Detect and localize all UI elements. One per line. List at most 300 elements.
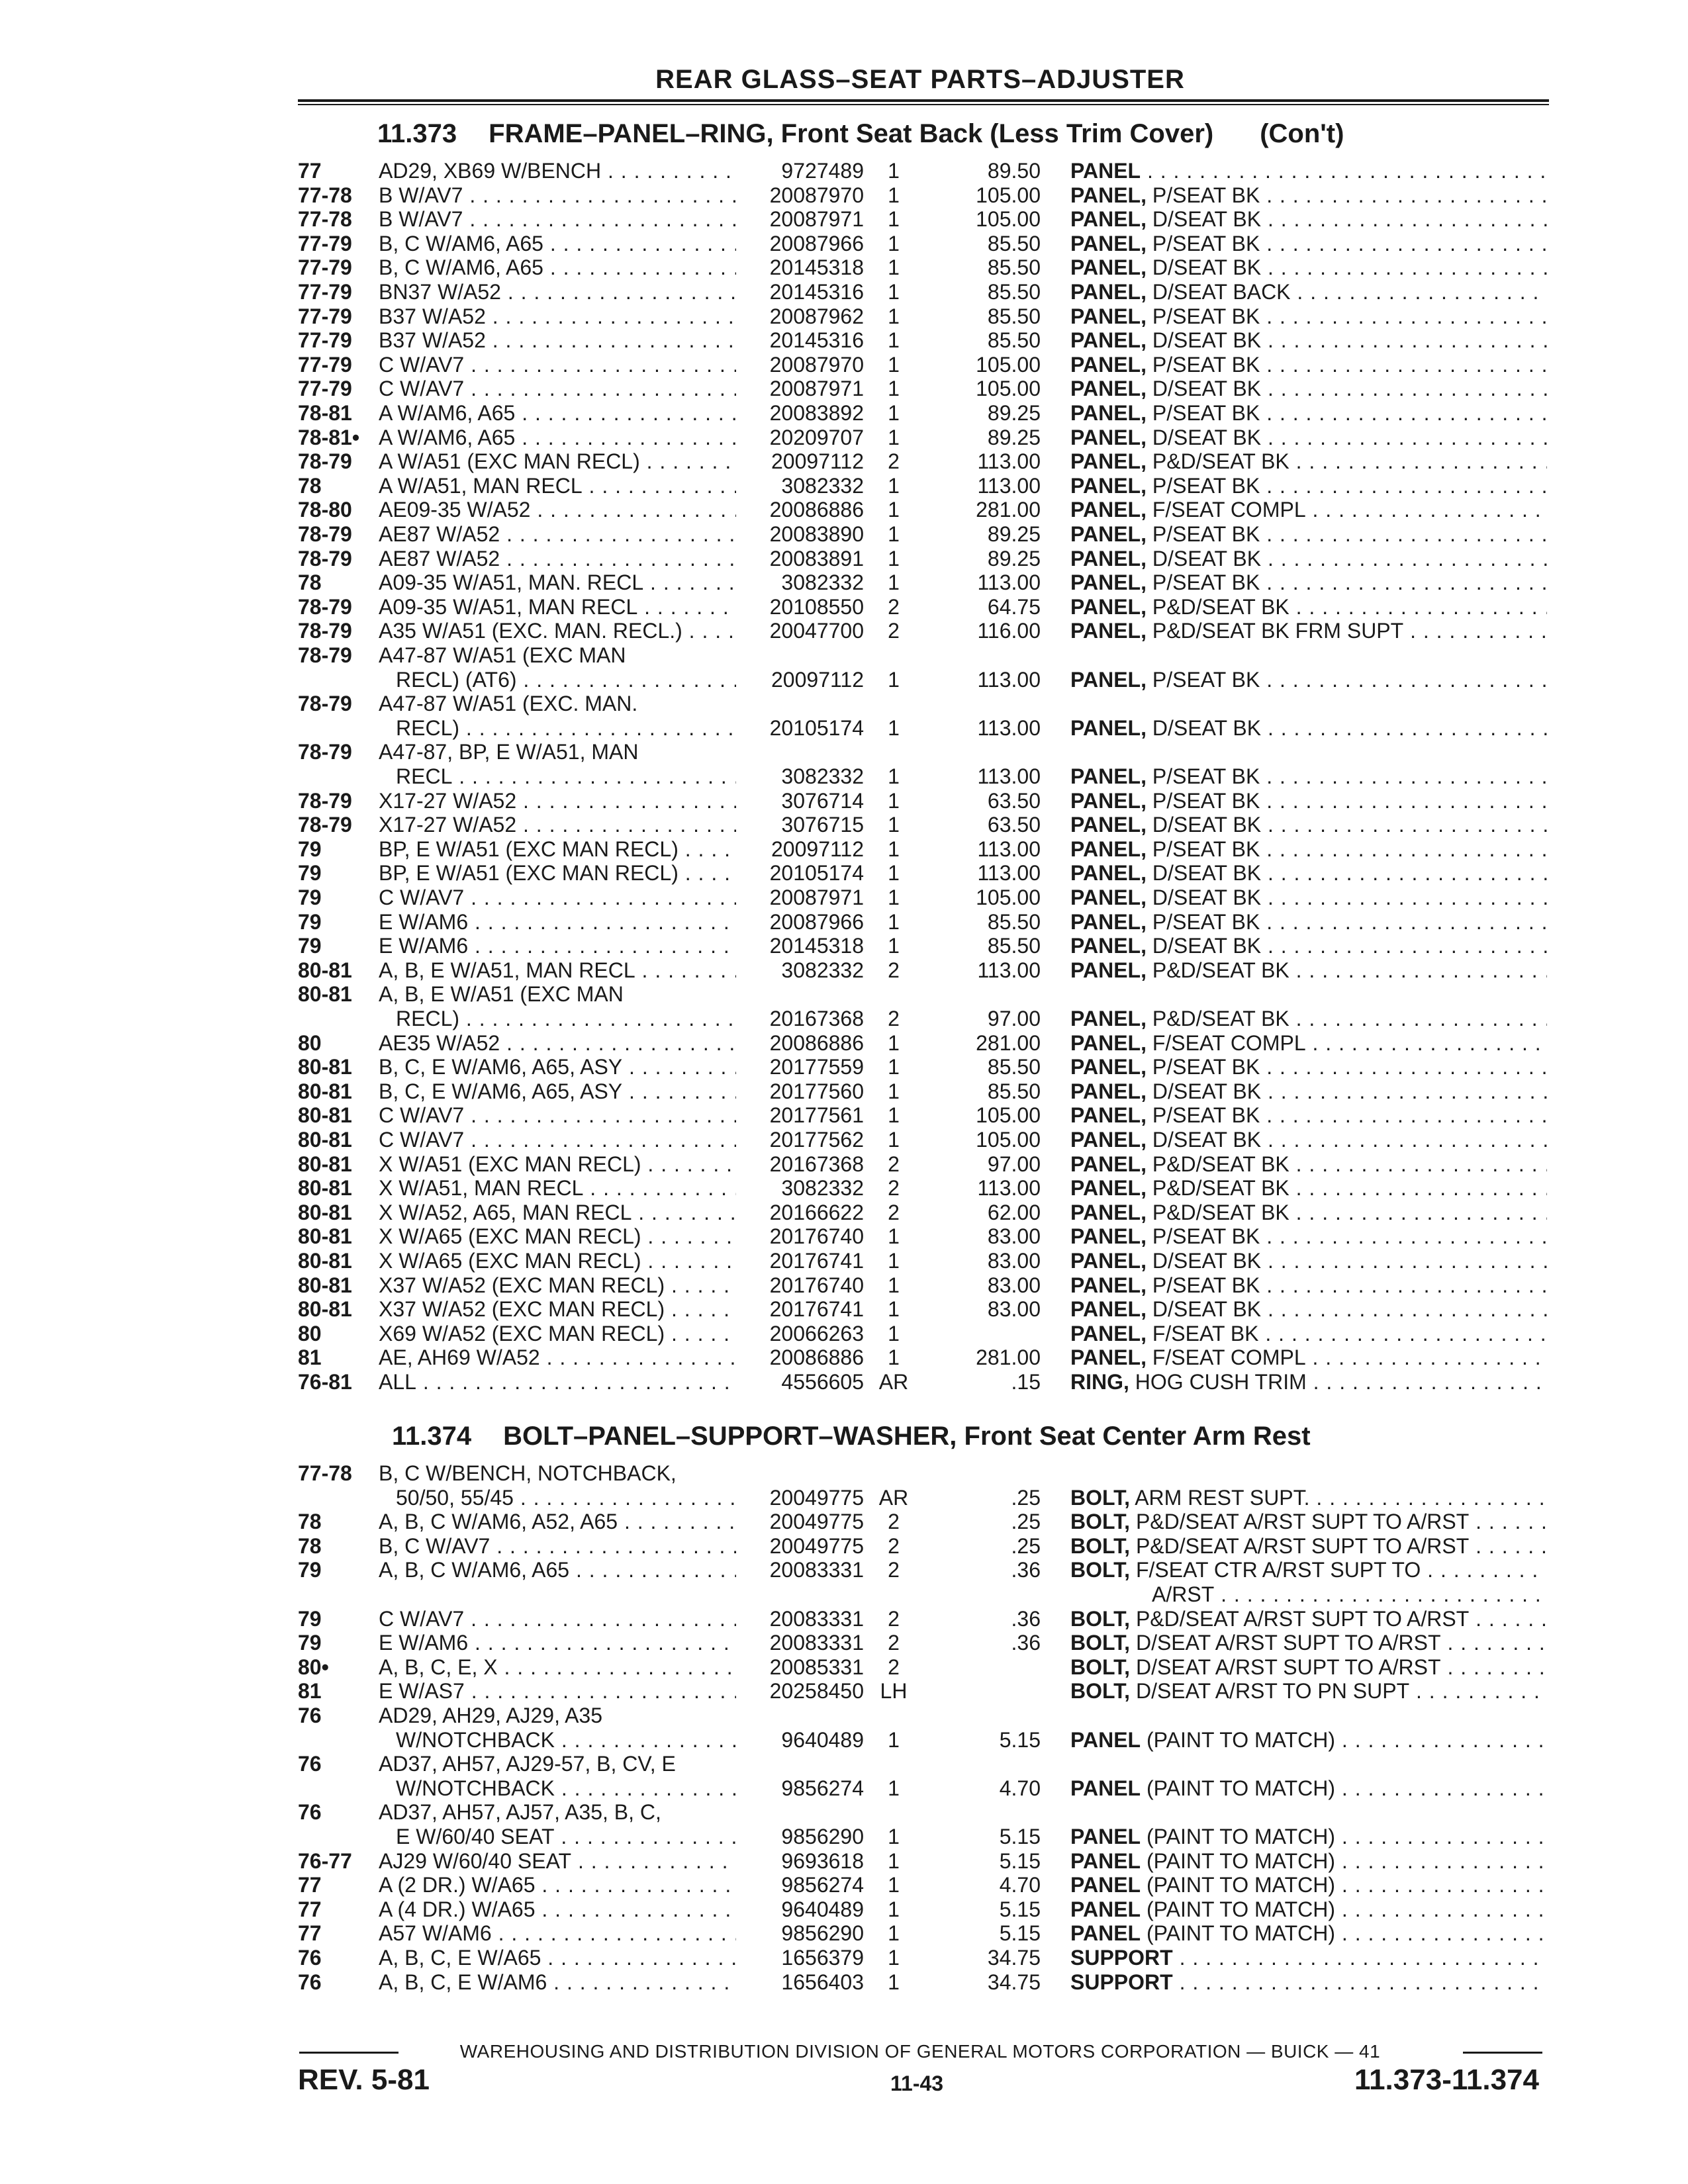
list-price: 85.50 xyxy=(987,328,1041,353)
part-number: 20087971 xyxy=(769,207,864,232)
table-row xyxy=(0,740,1688,764)
list-price: 113.00 xyxy=(977,958,1041,982)
year-range: 79 xyxy=(298,934,322,958)
part-name: PANEL, xyxy=(1070,1007,1147,1030)
part-description xyxy=(1070,353,1547,377)
year-range: 77-79 xyxy=(298,328,352,353)
part-number: 20049775 xyxy=(769,1510,864,1534)
model-application: A47-87, BP, E W/A51, MAN xyxy=(379,740,639,764)
table-row xyxy=(0,474,1688,498)
year-range: 77-79 xyxy=(298,255,352,280)
quantity: 1 xyxy=(888,764,900,788)
list-price: 281.00 xyxy=(976,1030,1041,1055)
part-detail: P&D/SEAT BK FRM SUPT xyxy=(1146,619,1404,643)
model-application: AD29, XB69 W/BENCH . . . xyxy=(379,159,736,183)
list-price: 89.25 xyxy=(987,546,1041,570)
table-row xyxy=(0,1970,1688,1995)
part-name: PANEL, xyxy=(1070,1321,1147,1345)
part-number: 20086886 xyxy=(769,498,864,522)
model-application: C W/AV7 . . . xyxy=(379,1128,736,1152)
list-price: 5.15 xyxy=(999,1825,1041,1848)
part-name: PANEL, xyxy=(1070,1103,1147,1128)
model-application: X17-27 W/A52 . . . xyxy=(379,789,736,813)
model-application: A (2 DR.) W/A65 . . . xyxy=(379,1873,736,1897)
part-name: PANEL, xyxy=(1070,1030,1147,1055)
part-detail: D/SEAT BK xyxy=(1146,425,1262,449)
part-detail: D/SEAT BK xyxy=(1146,861,1262,886)
part-detail: P/SEAT BK xyxy=(1146,1103,1260,1128)
part-name: PANEL, xyxy=(1070,255,1147,280)
part-name: PANEL, xyxy=(1070,328,1147,353)
list-price: 113.00 xyxy=(977,837,1041,861)
year-range: 80-81 xyxy=(298,982,352,1007)
part-number: 20097112 xyxy=(771,449,864,474)
quantity: 2 xyxy=(888,449,900,474)
year-range: 80-81 xyxy=(298,1273,352,1297)
part-detail: F/SEAT COMPL xyxy=(1146,1030,1306,1055)
quantity: 1 xyxy=(888,1055,900,1079)
part-detail: D/SEAT BK xyxy=(1146,1297,1262,1322)
part-name: RING, xyxy=(1070,1370,1129,1394)
quantity: 2 xyxy=(888,1533,900,1558)
part-name: PANEL, xyxy=(1070,788,1147,813)
year-range: 76-77 xyxy=(298,1848,352,1873)
list-price: 105.00 xyxy=(976,183,1041,207)
year-range: 78-79 xyxy=(298,692,352,716)
table-row xyxy=(0,668,1688,692)
model-application: W/NOTCHBACK . . . xyxy=(396,1776,736,1801)
quantity: 2 xyxy=(888,594,900,619)
table-row xyxy=(0,1007,1688,1031)
year-range: 77-78 xyxy=(298,207,352,232)
part-description xyxy=(1070,449,1547,474)
list-price: 105.00 xyxy=(976,1128,1041,1152)
part-description xyxy=(1070,1370,1547,1394)
model-application: B, C W/AV7 . . . xyxy=(379,1534,736,1559)
part-description xyxy=(1070,1345,1547,1370)
part-name: PANEL, xyxy=(1070,764,1147,788)
model-application: X69 W/A52 (EXC MAN RECL) . . . xyxy=(379,1322,736,1346)
year-range: 80-81 xyxy=(298,1128,352,1152)
quantity: 1 xyxy=(888,328,900,353)
list-price: 105.00 xyxy=(976,886,1041,909)
table-row xyxy=(0,1224,1688,1249)
year-range: 80-81 xyxy=(298,958,352,982)
year-range: 77-79 xyxy=(298,231,352,255)
part-name: PANEL xyxy=(1070,1873,1141,1897)
quantity: 1 xyxy=(888,1103,900,1128)
list-price: .25 xyxy=(1011,1533,1041,1558)
quantity: 1 xyxy=(888,1345,900,1370)
part-detail: P/SEAT BK xyxy=(1146,764,1260,788)
quantity: 1 xyxy=(888,401,900,425)
part-description xyxy=(1070,1273,1547,1298)
part-name: PANEL, xyxy=(1070,280,1147,304)
year-range: 80-81 xyxy=(298,1079,352,1103)
part-detail: D/SEAT BK xyxy=(1146,1079,1262,1103)
part-detail: P/SEAT BK xyxy=(1146,909,1260,934)
part-detail: (PAINT TO MATCH) xyxy=(1141,1873,1336,1897)
part-detail: D/SEAT A/RST SUPT TO A/RST xyxy=(1130,1631,1441,1655)
year-range: 79 xyxy=(298,861,322,886)
table-row xyxy=(0,1752,1688,1776)
part-name: PANEL, xyxy=(1070,1055,1147,1079)
part-detail: P&D/SEAT BK xyxy=(1146,1152,1289,1176)
model-application: A W/A51, MAN RECL . . . xyxy=(379,474,736,498)
part-detail: P&D/SEAT BK xyxy=(1146,1200,1289,1224)
year-range: 79 xyxy=(298,1558,322,1582)
quantity: 1 xyxy=(888,788,900,813)
part-description xyxy=(1070,159,1547,183)
part-detail: D/SEAT BK xyxy=(1146,886,1262,909)
part-number: 20105174 xyxy=(769,861,864,886)
part-number: 20086886 xyxy=(769,1030,864,1055)
model-application: A35 W/A51 (EXC. MAN. RECL.) . . . xyxy=(379,619,736,643)
part-number: 9856290 xyxy=(781,1825,864,1848)
table-row xyxy=(0,982,1688,1007)
table-row xyxy=(0,401,1688,426)
year-range: 77-79 xyxy=(298,352,352,377)
model-application: RECL . . . xyxy=(396,764,736,789)
part-description xyxy=(1070,1655,1547,1680)
part-name: PANEL xyxy=(1070,1848,1141,1873)
header-rule xyxy=(298,99,1549,105)
part-detail: P&D/SEAT BK xyxy=(1146,594,1289,619)
part-description xyxy=(1070,861,1547,886)
part-detail: P/SEAT BK xyxy=(1146,401,1260,425)
section-continued: (Con't) xyxy=(1260,119,1344,148)
list-price: 5.15 xyxy=(999,1848,1041,1873)
list-price: .25 xyxy=(1011,1485,1041,1510)
year-range: 77 xyxy=(298,1873,322,1897)
quantity: 1 xyxy=(888,546,900,570)
part-detail: D/SEAT BK xyxy=(1146,813,1262,837)
part-detail: P/SEAT BK xyxy=(1146,788,1260,813)
part-number: 20097112 xyxy=(771,837,864,861)
list-price: .15 xyxy=(1011,1370,1041,1394)
model-application: E W/AM6 . . . xyxy=(379,934,736,958)
model-application: X W/A51, MAN RECL . . . xyxy=(379,1176,736,1201)
part-number: 3082332 xyxy=(781,764,864,788)
part-description xyxy=(1070,619,1547,643)
model-application: A47-87 W/A51 (EXC MAN xyxy=(379,643,626,667)
part-description xyxy=(1070,1176,1547,1201)
list-price: 64.75 xyxy=(987,594,1041,619)
part-description xyxy=(1070,232,1547,256)
list-price: 89.25 xyxy=(987,425,1041,449)
model-application: AE09-35 W/A52 . . . xyxy=(379,498,736,522)
year-range: 80• xyxy=(298,1655,329,1679)
part-name: PANEL, xyxy=(1070,207,1147,232)
model-application: X37 W/A52 (EXC MAN RECL) . . . xyxy=(379,1273,736,1298)
section-number: 11.374 xyxy=(392,1422,472,1451)
year-range: 78-79 xyxy=(298,594,352,619)
year-range: 77 xyxy=(298,1897,322,1921)
model-application: E W/AS7 . . . xyxy=(379,1679,736,1704)
part-number: 20083331 xyxy=(769,1606,864,1631)
part-number: 20176741 xyxy=(769,1297,864,1322)
list-price: 281.00 xyxy=(976,498,1041,522)
part-detail: F/SEAT CTR A/RST SUPT TO xyxy=(1130,1558,1421,1582)
part-description xyxy=(1070,1249,1547,1273)
part-description xyxy=(1070,1849,1547,1874)
model-application: BN37 W/A52 . . . xyxy=(379,280,736,304)
model-application: 50/50, 55/45 . . . xyxy=(396,1486,736,1510)
table-row xyxy=(0,764,1688,789)
part-description xyxy=(1070,1128,1547,1152)
part-number: 3076714 xyxy=(781,788,864,813)
part-description xyxy=(1070,1322,1547,1346)
part-description xyxy=(1070,1201,1547,1225)
year-range: 79 xyxy=(298,837,322,861)
part-detail: A/RST xyxy=(1152,1582,1215,1606)
model-application: C W/AV7 . . . xyxy=(379,1607,736,1631)
year-range: 79 xyxy=(298,909,322,934)
part-description xyxy=(1070,595,1547,619)
list-price: 89.25 xyxy=(987,401,1041,425)
quantity: 1 xyxy=(888,1727,900,1752)
part-number: 9640489 xyxy=(781,1727,864,1752)
part-name: BOLT, xyxy=(1070,1485,1131,1510)
part-description xyxy=(1070,522,1547,547)
part-description xyxy=(1070,1486,1547,1510)
model-application: ALL . . . xyxy=(379,1370,736,1394)
part-detail: P/SEAT BK xyxy=(1146,837,1260,861)
part-description xyxy=(1070,498,1547,522)
part-number: 9693618 xyxy=(781,1848,864,1873)
part-number: 20083331 xyxy=(769,1558,864,1582)
part-number: 9727489 xyxy=(781,159,864,183)
model-application: E W/AM6 . . . xyxy=(379,910,736,934)
part-name: PANEL, xyxy=(1070,1079,1147,1103)
part-description xyxy=(1070,1825,1547,1849)
list-price: 85.50 xyxy=(987,231,1041,255)
table-row xyxy=(0,353,1688,377)
part-description xyxy=(1070,1103,1547,1128)
list-price: 105.00 xyxy=(976,1103,1041,1128)
part-number: 9856274 xyxy=(781,1776,864,1800)
year-range: 80 xyxy=(298,1030,322,1055)
quantity: 1 xyxy=(888,1273,900,1297)
year-range: 80-81 xyxy=(298,1297,352,1322)
list-price: 113.00 xyxy=(977,1176,1041,1201)
model-application: X17-27 W/A52 . . . xyxy=(379,813,736,837)
model-application: C W/AV7 . . . xyxy=(379,1103,736,1128)
part-description xyxy=(1070,207,1547,232)
list-price: 113.00 xyxy=(977,449,1041,474)
part-number: 20177561 xyxy=(769,1103,864,1128)
part-description xyxy=(1070,958,1547,983)
part-name: BOLT, xyxy=(1070,1558,1131,1582)
table-row xyxy=(0,1679,1688,1704)
part-number: 20166622 xyxy=(769,1200,864,1224)
quantity: 1 xyxy=(888,1030,900,1055)
part-description xyxy=(1070,1055,1547,1079)
list-price: 105.00 xyxy=(976,352,1041,377)
part-number: 3082332 xyxy=(781,958,864,982)
table-row xyxy=(0,1370,1688,1394)
section-title xyxy=(392,1422,1311,1451)
model-application: AE35 W/A52 . . . xyxy=(379,1031,736,1056)
list-price: 113.00 xyxy=(977,570,1041,595)
year-range: 80-81 xyxy=(298,1103,352,1128)
quantity: 2 xyxy=(888,619,900,643)
quantity: 2 xyxy=(888,1631,900,1655)
part-name: PANEL, xyxy=(1070,377,1147,401)
part-name: PANEL, xyxy=(1070,934,1147,958)
year-range: 78-79 xyxy=(298,449,352,474)
part-number: 1656379 xyxy=(781,1946,864,1970)
year-range: 79 xyxy=(298,1606,322,1631)
part-number: 20083892 xyxy=(769,401,864,425)
part-number: 20085331 xyxy=(769,1655,864,1679)
part-name: PANEL, xyxy=(1070,546,1147,570)
table-row xyxy=(0,1322,1688,1346)
part-description xyxy=(1070,1152,1547,1177)
year-range: 79 xyxy=(298,1631,322,1655)
part-detail: D/SEAT BK xyxy=(1146,255,1262,280)
quantity: LH xyxy=(880,1679,908,1704)
year-range: 77-79 xyxy=(298,280,352,304)
year-range: 78-79 xyxy=(298,813,352,837)
table-row xyxy=(0,1249,1688,1273)
quantity: 2 xyxy=(888,1007,900,1030)
model-application: AE, AH69 W/A52 . . . xyxy=(379,1345,736,1370)
list-price: 85.50 xyxy=(987,304,1041,328)
part-description xyxy=(1070,910,1547,934)
part-number: 20097112 xyxy=(771,667,864,692)
quantity: 1 xyxy=(888,1970,900,1994)
part-description xyxy=(1070,886,1547,910)
table-row xyxy=(0,232,1688,256)
part-description xyxy=(1070,328,1547,353)
part-number: 20145316 xyxy=(769,280,864,304)
list-price: 83.00 xyxy=(987,1273,1041,1297)
list-price: 5.15 xyxy=(999,1727,1041,1752)
table-row xyxy=(0,570,1688,595)
list-price: 105.00 xyxy=(976,377,1041,401)
list-price: 89.50 xyxy=(987,159,1041,183)
model-application: AE87 W/A52 . . . xyxy=(379,522,736,547)
table-row xyxy=(0,1079,1688,1104)
year-range: 77-79 xyxy=(298,377,352,401)
part-detail: P/SEAT BK xyxy=(1146,231,1260,255)
quantity: 1 xyxy=(888,1776,900,1800)
list-price: .36 xyxy=(1011,1631,1041,1655)
part-description xyxy=(1070,570,1547,595)
table-row xyxy=(0,1776,1688,1801)
part-description xyxy=(1070,1679,1547,1704)
quantity: 1 xyxy=(888,1873,900,1897)
list-price: 4.70 xyxy=(999,1776,1041,1800)
part-name: PANEL, xyxy=(1070,1273,1147,1297)
part-number: 20177560 xyxy=(769,1079,864,1103)
part-description xyxy=(1070,1728,1547,1752)
part-description xyxy=(1070,1970,1547,1995)
part-number: 9640489 xyxy=(781,1897,864,1921)
part-description xyxy=(1070,789,1547,813)
table-row xyxy=(0,1152,1688,1177)
model-application: A, B, C, E W/AM6 . . . xyxy=(379,1970,736,1995)
model-application: A, B, C, E, X . . . xyxy=(379,1655,736,1680)
part-description xyxy=(1152,1582,1547,1607)
quantity: 1 xyxy=(888,1825,900,1848)
part-detail: D/SEAT BK xyxy=(1146,546,1262,570)
table-row xyxy=(0,1103,1688,1128)
table-row xyxy=(0,934,1688,958)
list-price: 85.50 xyxy=(987,934,1041,958)
part-name: PANEL, xyxy=(1070,594,1147,619)
part-detail: D/SEAT A/RST TO PN SUPT xyxy=(1130,1679,1410,1704)
model-application: A, B, C, E W/A65 . . . xyxy=(379,1946,736,1970)
part-name: BOLT, xyxy=(1070,1510,1131,1534)
part-number: 3076715 xyxy=(781,813,864,837)
part-name: PANEL, xyxy=(1070,1200,1147,1224)
year-range: 76 xyxy=(298,1752,322,1776)
part-number: 20177562 xyxy=(769,1128,864,1152)
table-row xyxy=(0,280,1688,304)
part-number: 20083890 xyxy=(769,522,864,546)
quantity: AR xyxy=(878,1370,909,1394)
part-description xyxy=(1070,255,1547,280)
quantity: 1 xyxy=(888,934,900,958)
part-detail: D/SEAT BK xyxy=(1146,377,1262,401)
model-application: X W/A65 (EXC MAN RECL) . . . xyxy=(379,1224,736,1249)
model-application: A, B, E W/A51 (EXC MAN xyxy=(379,982,624,1007)
part-number: 20176740 xyxy=(769,1224,864,1249)
quantity: 2 xyxy=(888,1606,900,1631)
model-application: A47-87 W/A51 (EXC. MAN. xyxy=(379,692,638,716)
part-description xyxy=(1070,183,1547,208)
section-heading: FRAME–PANEL–RING, Front Seat Back (Less Trim Cover) xyxy=(489,119,1214,148)
part-number: 20087970 xyxy=(769,183,864,207)
table-row xyxy=(0,1631,1688,1655)
part-name: PANEL, xyxy=(1070,401,1147,425)
list-price: 97.00 xyxy=(987,1152,1041,1176)
list-price: 85.50 xyxy=(987,255,1041,280)
part-detail: P/SEAT BK xyxy=(1146,522,1260,546)
model-application: E W/AM6 . . . xyxy=(379,1631,736,1655)
quantity: 1 xyxy=(888,886,900,909)
part-number: 20087966 xyxy=(769,231,864,255)
year-range: 77 xyxy=(298,1921,322,1946)
part-name: BOLT, xyxy=(1070,1631,1131,1655)
year-range: 78-81• xyxy=(298,425,360,449)
table-row xyxy=(0,328,1688,353)
quantity: 1 xyxy=(888,1848,900,1873)
quantity: 1 xyxy=(888,522,900,546)
part-detail: P/SEAT BK xyxy=(1146,1273,1260,1297)
year-range: 76 xyxy=(298,1970,322,1994)
quantity: 1 xyxy=(888,1921,900,1946)
part-name: PANEL, xyxy=(1070,570,1147,595)
part-name: PANEL, xyxy=(1070,231,1147,255)
part-detail: D/SEAT BACK xyxy=(1146,280,1291,304)
quantity: 1 xyxy=(888,159,900,183)
list-price: 4.70 xyxy=(999,1873,1041,1897)
table-row xyxy=(0,1921,1688,1946)
list-price: .25 xyxy=(1011,1510,1041,1534)
year-range: 76-81 xyxy=(298,1370,352,1394)
table-row xyxy=(0,861,1688,886)
part-number: 20108550 xyxy=(769,594,864,619)
model-application: B, C W/BENCH, NOTCHBACK, xyxy=(379,1461,677,1485)
table-row xyxy=(0,1176,1688,1201)
year-range: 76 xyxy=(298,1800,322,1825)
part-description xyxy=(1070,1946,1547,1970)
model-application: A, B, C W/AM6, A65 . . . xyxy=(379,1558,736,1582)
part-description xyxy=(1070,1873,1547,1897)
